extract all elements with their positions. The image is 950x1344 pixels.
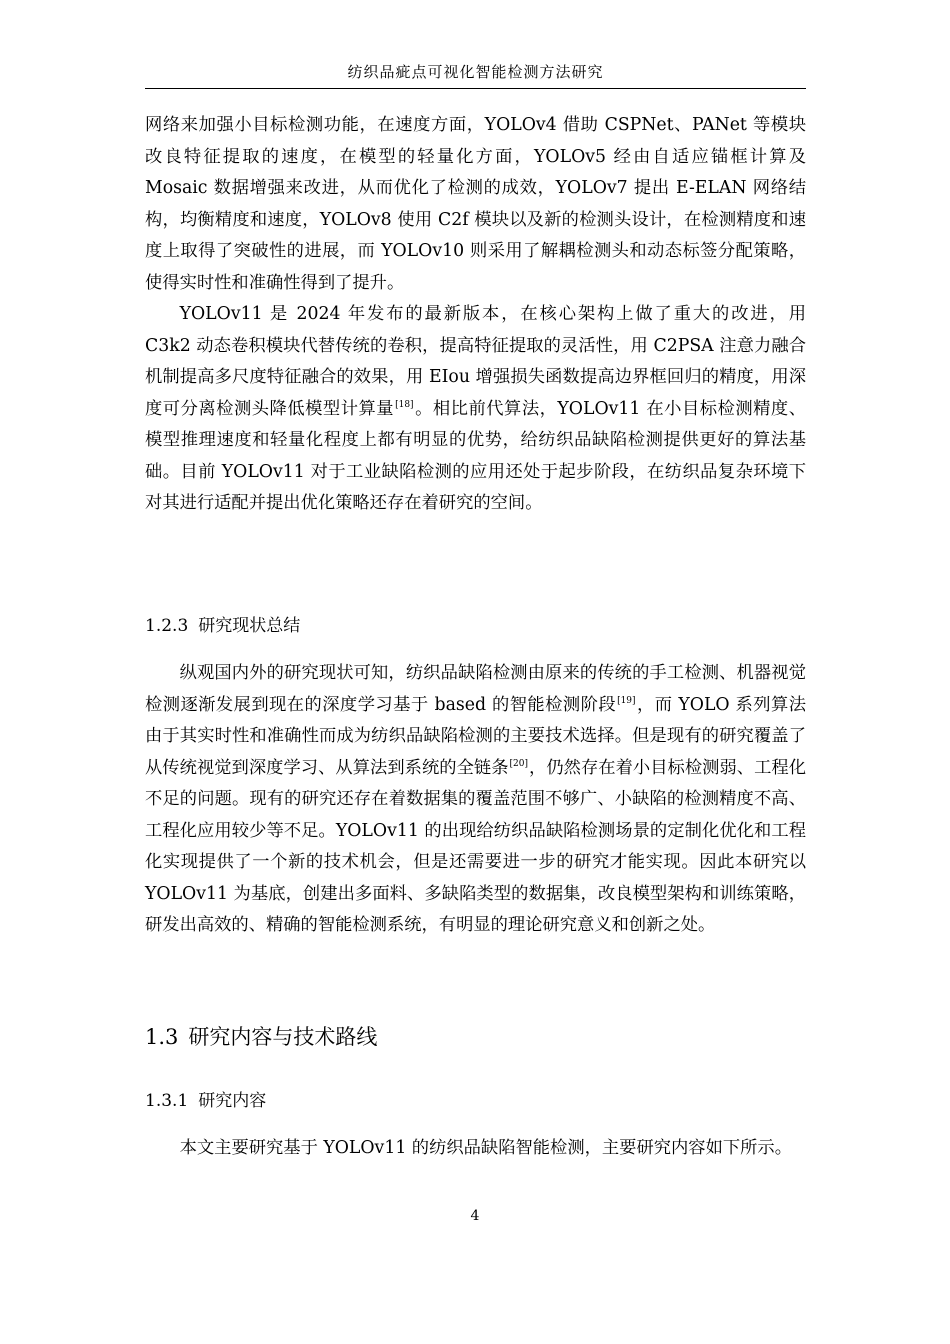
paragraph-text: 纵观国内外的研究现状可知，纺织品缺陷检测由原来的传统的手工检测、机器视觉检测逐渐发展到现在的深度学习基于 based 的智能检测阶段 xyxy=(145,663,806,715)
section-heading-1-3-1 xyxy=(145,1087,806,1115)
section-heading-1-3 xyxy=(145,1022,806,1052)
paragraph xyxy=(145,299,806,520)
citation-ref: [18] xyxy=(395,399,414,410)
section-number: 1.3 xyxy=(145,1025,179,1049)
body-block-2 xyxy=(145,658,806,942)
paragraph-text: YOLOv11 是 2024 年发布的最新版本，在核心架构上做了重大的改进，用 C3k2 动态卷积模块代替传统的卷积，提高特征提取的灵活性，用 C2PSA 注意力融合机制提高多尺度特征融合的效果，用 EIou 增强损失函数提高边界框回归的精度，用深度可分离检测头降低模型计算量 xyxy=(145,304,806,419)
paragraph-text: ，仍然存在着小目标检测弱、工程化不足的问题。现有的研究还存在着数据集的覆盖范围不够广、小缺陷的检测精度不高、工程化应用较少等不足。YOLOv11 的出现给纺织品缺陷检测场景的定制化优化和工程化实现提供了一个新的技术机会，但是还需要进一步的研究才能实现。因此本研究以 YOLOv11 为基底，创建出多面料、多缺陷类型的数据集，改良模型架构和训练策略，研发出高效的、精确的智能检测系统，有明显的理论研究意义和创新之处。 xyxy=(145,757,806,935)
citation-ref: [19] xyxy=(617,695,636,706)
page-footer xyxy=(0,1206,950,1226)
body-block-3 xyxy=(145,1133,806,1165)
section-title: 研究现状总结 xyxy=(198,616,301,636)
body-block-1 xyxy=(145,110,806,520)
paragraph-text: 。相比前代算法，YOLOv11 在小目标检测精度、模型推理速度和轻量化程度上都有明显的优势，给纺织品缺陷检测提供更好的算法基础。目前 YOLOv11 对于工业缺陷检测的应用还处于起步阶段，在纺织品复杂环境下对其进行适配并提出优化策略还存在着研究的空间。 xyxy=(145,398,806,513)
paragraph: 本文主要研究基于 YOLOv11 的纺织品缺陷智能检测，主要研究内容如下所示。 xyxy=(179,1138,792,1158)
section-number: 1.2.3 xyxy=(145,616,189,636)
paragraph-text: ，而 YOLO 系列算法由于其实时性和准确性而成为纺织品缺陷检测的主要技术选择。但是现有的研究覆盖了从传统视觉到深度学习、从算法到系统的全链条 xyxy=(145,694,806,778)
section-title: 研究内容 xyxy=(198,1091,267,1111)
paragraph: 网络来加强小目标检测功能，在速度方面，YOLOv4 借助 CSPNet、PANet 等模块改良特征提取的速度，在模型的轻量化方面，YOLOv5 经由自适应锚框计算及 Mosaic 数据增强来改进，从而优化了检测的成效，YOLOv7 提出 E-ELAN 网络结构，均衡精度和速度，YOLOv8 使用 C2f 模块以及新的检测头设计，在检测精度和速度上取得了突破性的进展，而 YOLOv10 则采用了解耦检测头和动态标签分配策略，使得实时性和准确性得到了提升。 xyxy=(145,115,806,293)
paragraph xyxy=(145,658,806,942)
section-number: 1.3.1 xyxy=(145,1091,189,1111)
section-heading-1-2-3 xyxy=(145,612,806,640)
running-header-title: 纺织品疵点可视化智能检测方法研究 xyxy=(347,63,604,81)
page-number: 4 xyxy=(470,1208,480,1224)
running-header xyxy=(145,60,806,89)
citation-ref: [20] xyxy=(509,758,529,769)
section-title: 研究内容与技术路线 xyxy=(188,1025,378,1049)
